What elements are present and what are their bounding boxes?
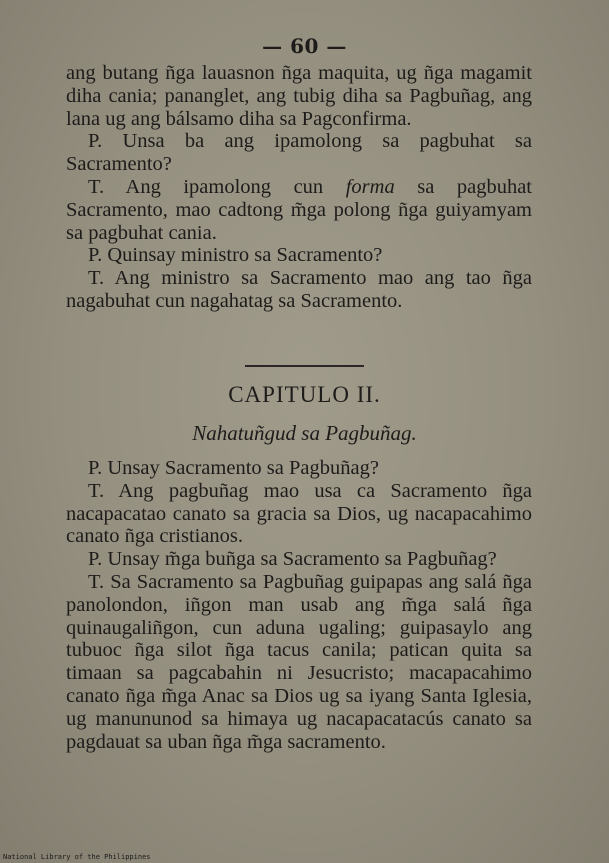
italic-term: forma: [345, 175, 395, 198]
chapter-subtitle: Nahatuñgud sa Pagbuñag.: [192, 421, 417, 445]
question-paragraph: P. Unsay m̃ga buñga sa Sacramento sa Pagbuñag?: [88, 548, 497, 571]
paragraph-continuation: ang butang ñga lauasnon ñga maquita, ug ñga magamit diha cania; pananglet, ang tubig diha sa Pagbuñag, ang lana ug ang bálsamo diha sa Pagconfirma.: [66, 62, 532, 130]
text-block-upper: [66, 62, 532, 313]
answer-text-start: T. Ang ipamolong cun: [88, 175, 346, 198]
question-paragraph: P. Unsay Sacramento sa Pagbuñag?: [88, 457, 379, 479]
chapter-title: CAPITULO II.: [228, 382, 381, 407]
answer-paragraph: [66, 176, 532, 244]
section-divider: [245, 365, 364, 367]
answer-paragraph: T. Sa Sacramento sa Pagbuñag guipapas ang salá ñga panolondon, iñgon man usab ang m̃ga salá ñga quinaugaliñgon, cun aduna ugaling; guipasaylo ang tubuoc ñga silot ñga tacus canila; patican quita sa timaan sa pagcabahin ni Jesucristo; macapacahimo canato ñga m̃ga Anac sa Dios ug sa iyang Santa Iglesia, ug manununod sa himaya ug nacapacatacús canato sa pagdauat sa uban ñga m̃ga sacramento.: [66, 570, 532, 753]
answer-text-end: sa pagbuhat Sacramento, mao cadtong m̃ga polong ñga guiyamyam sa pagbuhat cania.: [66, 175, 532, 244]
library-credit: National Library of the Philippines: [3, 853, 151, 861]
question-paragraph: P. Unsa ba ang ipamolong sa pagbuhat sa Sacramento?: [66, 130, 532, 176]
answer-paragraph: T. Ang ministro sa Sacramento mao ang tao ñga nagabuhat cun nagahatag sa Sacramento.: [66, 267, 532, 312]
text-block-lower: [66, 457, 532, 753]
answer-paragraph: T. Ang pagbuñag mao usa ca Sacramento ñga nacapacatao canato sa gracia sa Dios, ug nacapacahimo canato ñga cristianos.: [66, 479, 532, 548]
question-paragraph: P. Quinsay ministro sa Sacramento?: [88, 244, 383, 267]
page-number: — 60 —: [262, 34, 347, 58]
